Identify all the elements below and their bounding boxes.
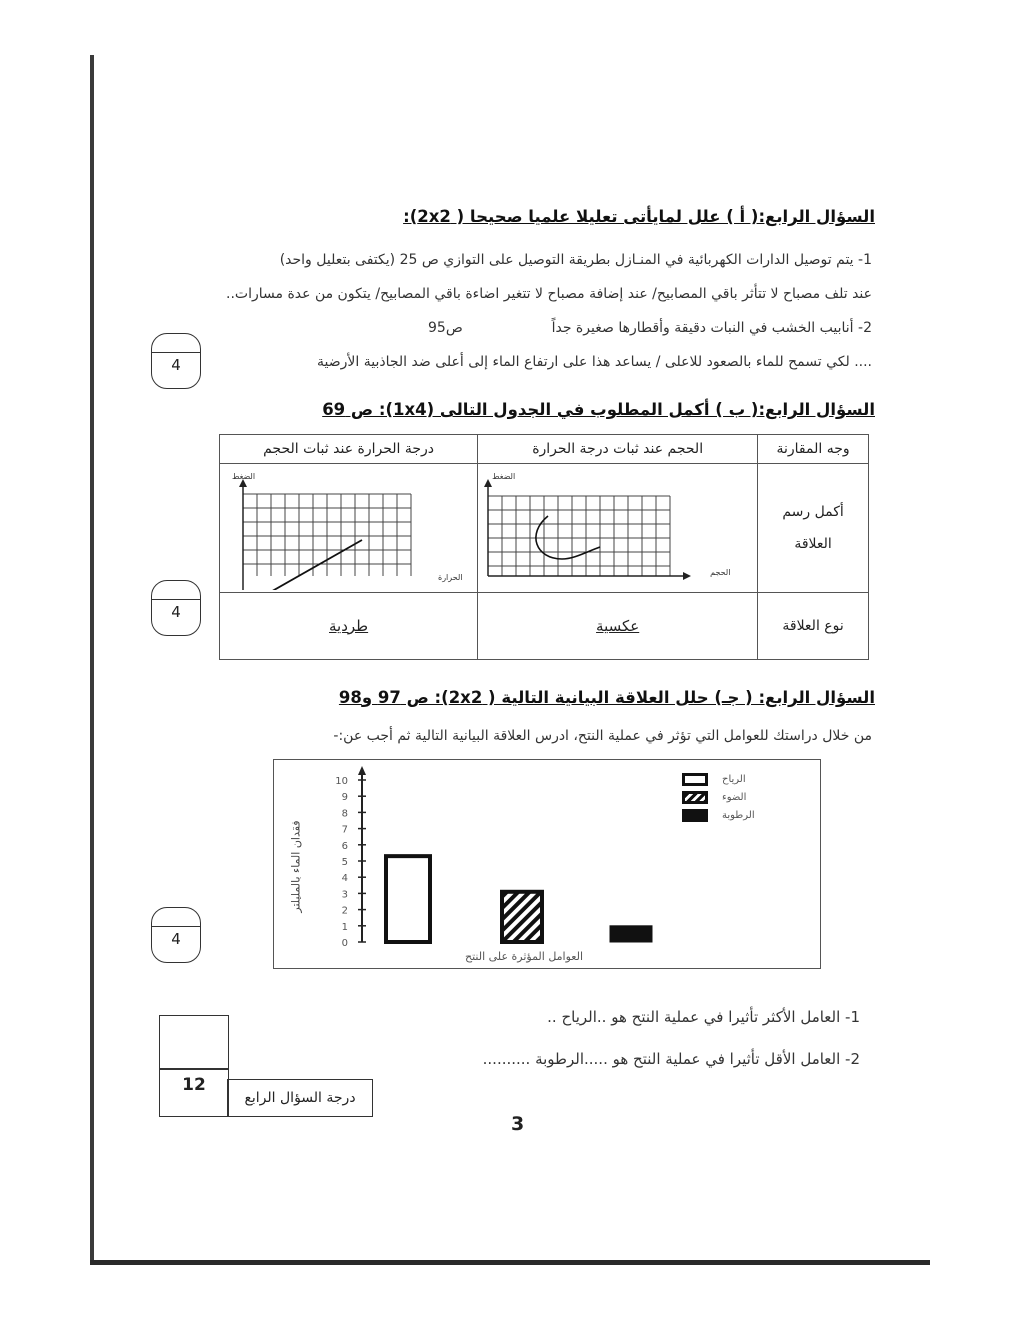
col-temperature-header: درجة الحرارة عند ثبات الحجم [220, 435, 478, 464]
section-c-heading: السؤال الرابع: ( جـ) حلل العلاقة البيانية التالية ( 2x2): ص 97 و98 [338, 688, 875, 707]
section-a-q1-line2: عند تلف مصباح لا تتأثر باقي المصابيح/ عند إضافة مصباح لا تتغير اضاءة باقي المصابيح/ يتكون من عدة مسارات.. [226, 286, 872, 302]
volume-relation-type: عكسية [478, 592, 758, 659]
legend-item-wind [682, 770, 812, 788]
section-a-heading: السؤال الرابع:( أ ) علل لمايأتى تعليلا علميا صحيحا ( 2x2): [403, 207, 875, 226]
total-score: 12 [159, 1068, 229, 1117]
section-b-heading: السؤال الرابع:( ب ) أكمل المطلوب في الجدول التالى (1x4): ص 69 [322, 400, 875, 419]
section-c-score: 4 [171, 930, 181, 948]
row-graph-label: أكمل رسم العلاقة [758, 464, 869, 593]
chart-y-tick-label: 6 [341, 840, 348, 852]
chart-y-tick-label: 10 [335, 776, 348, 787]
chart-bar-1 [386, 856, 430, 942]
temperature-pressure-graph [220, 464, 476, 590]
chart-y-axis-label: فقدان الماء بالمليلتر [289, 820, 303, 913]
legend-swatch-light [682, 791, 708, 804]
chart-y-tick-label: 0 [341, 938, 348, 949]
chart-bar-2 [502, 892, 542, 942]
chart-x-axis-label: العوامل المؤثرة على النتح [464, 950, 584, 963]
section-c-intro: من خلال دراستك للعوامل التي تؤثر في عملية النتح، ادرس العلاقة البيانية التالية ثم أجب عن:- [333, 728, 872, 744]
legend-swatch-humidity [682, 809, 708, 822]
temperature-relation-type: طردية [220, 592, 478, 659]
volume-graph-x-label: الحجم [710, 568, 731, 578]
section-b-score-box [151, 580, 201, 636]
temperature-graph-grid [243, 494, 411, 576]
chart-y-axis-arrow [358, 766, 366, 775]
chart-y-tick-label: 4 [341, 873, 348, 885]
legend-label-light: الضوء [722, 791, 747, 803]
chart-y-tick-label: 7 [341, 824, 348, 836]
legend-label-humidity: الرطوبة [722, 809, 755, 821]
legend-swatch-wind [682, 773, 708, 786]
page-number: 3 [511, 1113, 525, 1135]
legend-item-light [682, 788, 812, 806]
volume-graph-y-label: الضغط [492, 472, 516, 482]
col-volume-header: الحجم عند ثبات درجة الحرارة [478, 435, 758, 464]
section-c-score-box [151, 907, 201, 963]
chart-y-tick-label: 3 [341, 889, 348, 901]
chart-bar-3 [610, 926, 652, 942]
section-b-score: 4 [171, 603, 181, 621]
total-label: درجة السؤال الرابع [227, 1079, 373, 1117]
page-left-border [90, 55, 94, 1265]
section-c-q1: 1- العامل الأكثر تأثيرا في عملية النتح هو ..الرياح .. [547, 1008, 860, 1026]
section-a-score-box [151, 333, 201, 389]
temperature-graph-y-label: الضغط [232, 472, 256, 482]
section-a-q2-page: ص95 [428, 320, 463, 336]
temperature-graph-x-label: الحرارة [438, 573, 463, 582]
total-empty-cell [159, 1015, 229, 1070]
section-a-q1-line1: 1- يتم توصيل الدارات الكهربائية في المنـازل بطريقة التوصيل على التوازي ص 25 (يكتفى بتعليل واحد) [279, 252, 872, 268]
chart-y-tick-label: 8 [341, 808, 348, 820]
legend-label-wind: الرياح [722, 773, 746, 785]
page-bottom-border [90, 1260, 930, 1265]
section-a-q2-line1: 2- أنابيب الخشب في النبات دقيقة وأقطارها صغيرة جداً [551, 320, 872, 336]
transpiration-chart [273, 759, 821, 969]
chart-y-tick-label: 5 [341, 857, 348, 868]
chart-y-tick-label: 2 [341, 905, 348, 917]
volume-graph-grid [488, 496, 670, 576]
section-a-score: 4 [171, 356, 181, 374]
row-type-label: نوع العلاقة [758, 592, 869, 659]
comparison-table [219, 434, 869, 660]
section-c-q2: 2- العامل الأقل تأثيرا في عملية النتح هو .....الرطوبة .......... [482, 1050, 860, 1068]
chart-y-tick-label: 1 [341, 921, 348, 933]
chart-y-tick-label: 9 [341, 792, 348, 804]
volume-graph-cell [478, 464, 758, 593]
section-a-q2-line2: .... لكي تسمح للماء بالصعود للاعلى / يساعد هذا على ارتفاع الماء إلى أعلى ضد الجاذبية الأرضية [317, 354, 872, 370]
col-compare-header: وجه المقارنة [758, 435, 869, 464]
chart-legend [682, 770, 812, 824]
legend-item-humidity [682, 806, 812, 824]
direct-relation-line [260, 540, 362, 590]
